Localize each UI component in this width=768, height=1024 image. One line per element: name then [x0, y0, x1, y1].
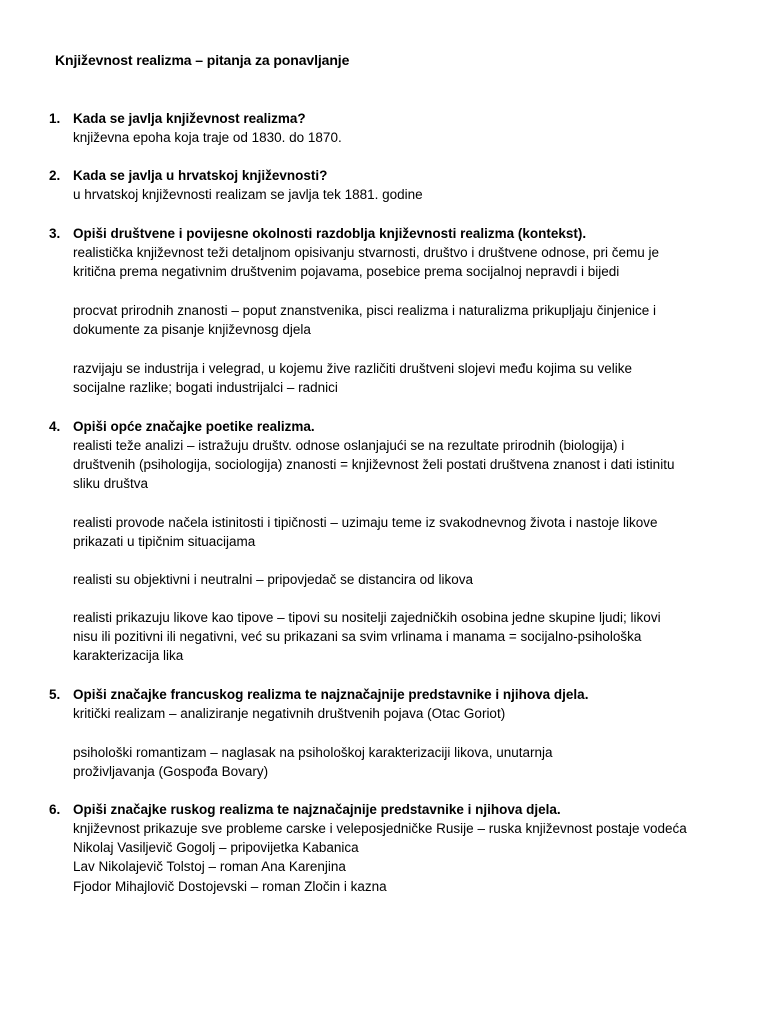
answer-paragraph: realistička književnost teži detaljnom opisivanju stvarnosti, društvo i društvene odnose, pri čemu je kritična prema negativnim društvenim pojavama, posebice prema socijalnoj nepravdi i bijedi — [73, 245, 660, 280]
question-number: 4. — [49, 419, 61, 434]
answer-paragraph: realisti teže analizi – istražuju društv. odnose oslanjajući se na rezultate prirodnih (biologija) i društvenih (psihologija, sociologija) znanosti = književnost želi postati društvena znanost i dati istinitu sliku društva — [73, 438, 675, 492]
answer-paragraph: realisti provode načela istinitosti i tipičnosti – uzimaju teme iz svakodnevnog života i nastoje likove prikazati u tipičnim situacijama — [73, 515, 658, 550]
answer-paragraph: procvat prirodnih znanosti – poput znanstvenika, pisci realizma i naturalizma prikupljaju činjenice i dokumente za pisanje književnosg djela — [73, 303, 657, 338]
question-text: Kada se javlja književnost realizma? — [73, 111, 306, 126]
question-text: Opiši značajke ruskog realizma te najznačajnije predstavnike i njihova djela. — [73, 802, 561, 817]
question-text: Kada se javlja u hrvatskoj književnosti? — [73, 168, 328, 183]
answer-paragraph: psihološki romantizam – naglasak na psihološkoj karakterizaciji likova, unutarnja proživljavanja (Gospođa Bovary) — [73, 745, 553, 780]
answer-paragraph: književnost prikazuje sve probleme carske i veleposjedničke Rusije – ruska književnost postaje vodeća Nikolaj Vasiljevič Gogolj – pripovijetka Kabanica Lav Nikolajevič Tolstoj – roman Ana Karenjina Fjodor Mihajlovič Dostojevski – roman Zločin i kazna — [73, 821, 687, 894]
question-text: Opiši značajke francuskog realizma te najznačajnije predstavnike i njihova djela. — [73, 687, 589, 702]
question-number: 6. — [49, 802, 61, 817]
answer-paragraph: realisti su objektivni i neutralni – pripovjedač se distancira od likova — [73, 572, 473, 587]
question-number: 1. — [49, 111, 61, 126]
answer-paragraph: realisti prikazuju likove kao tipove – tipovi su nositelji zajedničkih osobina jedne skupine ljudi; likovi nisu ili pozitivni ili negativni, već su prikazani sa svim vrlinama i manama = socijalno-psihološka karakterizacija lika — [73, 610, 661, 664]
answer-paragraph: u hrvatskoj književnosti realizam se javlja tek 1881. godine — [73, 187, 423, 202]
answer-paragraph: razvijaju se industrija i velegrad, u kojemu žive različiti društveni slojevi među kojima su velike socijalne razlike; bogati industrijalci – radnici — [73, 361, 632, 396]
question-number: 2. — [49, 168, 61, 183]
question-text: Opiši opće značajke poetike realizma. — [73, 419, 315, 434]
question-number: 5. — [49, 687, 61, 702]
answer-paragraph: književna epoha koja traje od 1830. do 1870. — [73, 130, 342, 145]
document-title: Književnost realizma – pitanja za ponavljanje — [55, 52, 350, 68]
question-number: 3. — [49, 226, 61, 241]
question-text: Opiši društvene i povijesne okolnosti razdoblja književnosti realizma (kontekst). — [73, 226, 587, 241]
answer-paragraph: kritički realizam – analiziranje negativnih društvenih pojava (Otac Goriot) — [73, 706, 506, 721]
